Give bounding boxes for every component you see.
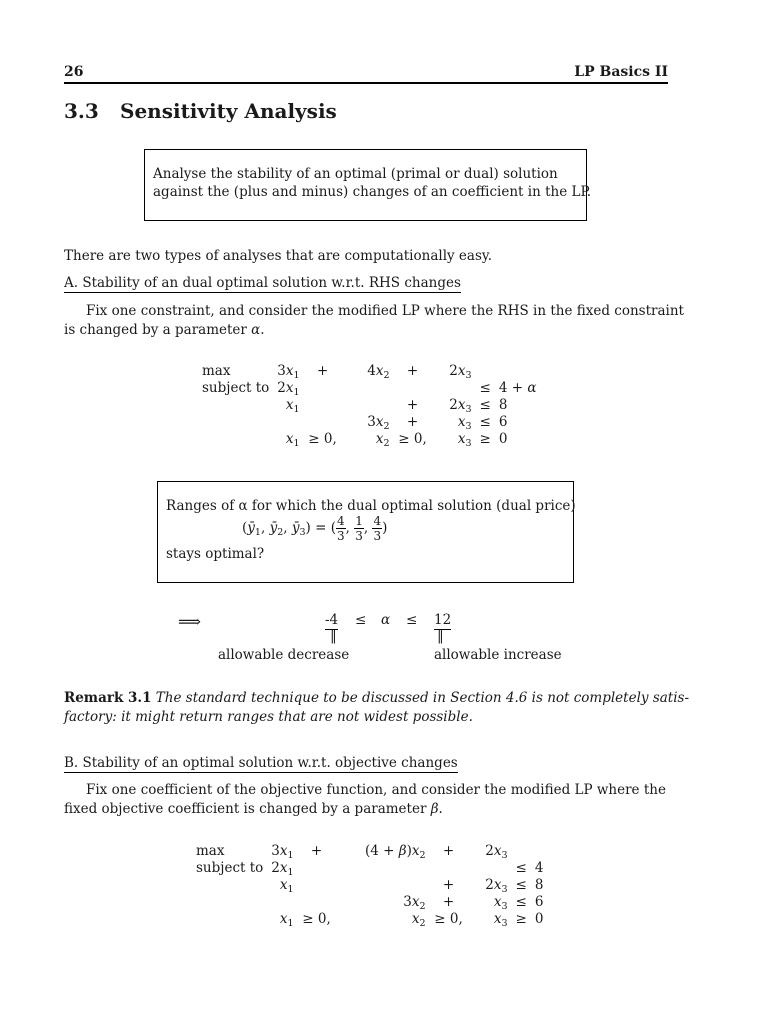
lp-b-rhs-3: 6 [534, 894, 544, 910]
range-upper-value: 12 [434, 612, 452, 628]
lp-a-constraint-1: subject to $2x_1$ ≤ 4 + α [198, 380, 540, 397]
dual-frac-den: 3 [373, 529, 382, 543]
range-le-2: ≤ [406, 612, 418, 628]
dual-price-box [157, 481, 574, 583]
beta-symbol: β [430, 801, 439, 817]
lp-a-rhs-3: 6 [498, 414, 508, 430]
dual-box-line-1: Ranges of α for which the dual optimal solution (dual price) [166, 498, 576, 514]
remark-line-2: factory: it might return ranges that are not widest possible. [64, 709, 473, 725]
dual-frac-den: 3 [355, 529, 363, 543]
header-rule [64, 82, 668, 84]
lp-b-nonneg-row: $x_1$ ≥ 0, $x_2$ ≥ 0, $x_3$ ≥ 0 [192, 911, 547, 928]
lp-model-a [198, 363, 540, 448]
range-upper-bar: ‖ [437, 628, 444, 644]
page-number: 26 [64, 64, 84, 80]
part-a-para-pre: is changed by a parameter [64, 322, 252, 338]
range-lower-bar: ‖ [330, 628, 337, 644]
lp-b-max-label: max [196, 843, 225, 859]
lp-a-constraint-3: $3x_2$ + $x_3$ ≤ 6 [198, 414, 540, 431]
dual-frac-den: 3 [336, 529, 345, 543]
lp-a-max-label: max [202, 363, 231, 379]
lp-a-nonneg-row: $x_1$ ≥ 0, $x_2$ ≥ 0, $x_3$ ≥ 0 [198, 431, 540, 448]
part-b-para-line-2 [64, 801, 443, 817]
alpha-symbol: α [251, 322, 261, 338]
part-a-para-line-1: Fix one constraint, and consider the modified LP where the RHS in the fixed constraint [86, 303, 684, 319]
part-b-para-line-1: Fix one coefficient of the objective function, and consider the modified LP where the [86, 782, 666, 798]
allowable-increase-label: allowable increase [434, 647, 562, 663]
remark-text-1: The standard technique to be discussed in Section 4.6 is not completely satis- [155, 690, 690, 706]
section-title: Sensitivity Analysis [120, 99, 337, 123]
lp-a-rhs-4: 0 [498, 431, 508, 447]
lp-a-subject-label: subject to [202, 380, 270, 396]
remark-label: Remark 3.1 [64, 690, 152, 706]
lp-a-constraint-2: $x_1$ + $2x_3$ ≤ 8 [198, 397, 540, 414]
running-title: LP Basics II [574, 64, 668, 80]
lp-b-rhs-2: 8 [534, 877, 544, 893]
lp-b-rhs-4: 0 [534, 911, 544, 927]
lp-a-rhs-1: 4 + α [498, 380, 537, 396]
range-le-1: ≤ [355, 612, 367, 628]
lp-b-constraint-1: subject to $2x_1$ ≤ 4 [192, 860, 547, 877]
lp-b-subject-label: subject to [196, 860, 264, 876]
part-a-heading: A. Stability of an dual optimal solution w.r.t. RHS changes [64, 275, 461, 291]
allowable-decrease-label: allowable decrease [218, 647, 350, 663]
lp-a-rhs-2: 8 [498, 397, 508, 413]
lp-b-constraint-3: $3x_2$ + $x_3$ ≤ 6 [192, 894, 547, 911]
dual-frac-3-num: 4 [373, 514, 382, 528]
lp-model-b [192, 843, 547, 928]
lp-b-objective-row: max $3x_1$ + $(4 + \beta)x_2$ + $2x_3$ [192, 843, 547, 860]
intro-box-line-1: Analyse the stability of an optimal (primal or dual) solution [153, 166, 558, 182]
dual-frac-2-num: 1 [355, 514, 363, 528]
lp-b-constraint-2: $x_1$ + $2x_3$ ≤ 8 [192, 877, 547, 894]
lp-b-rhs-1: 4 [534, 860, 544, 876]
part-a-para-post: . [260, 322, 265, 338]
part-a-para-line-2 [64, 322, 265, 338]
intro-box [144, 149, 592, 221]
dual-price-vector: ($ȳ_1$, $ȳ_2$, $ȳ_3$) = ( $\frac{4}{3}$ , $\frac{1}{3}$ , $\frac{4}{3}$ ) [242, 514, 388, 543]
intro-text: There are two types of analyses that are computationally easy. [64, 248, 493, 264]
lp-a-objective-row: max $3x_1$ + $4x_2$ + $2x_3$ [198, 363, 540, 380]
part-b-para-post: . [438, 801, 443, 817]
part-b-heading: B. Stability of an optimal solution w.r.t. objective changes [64, 755, 458, 771]
dual-box-line-3: stays optimal? [166, 546, 265, 562]
lp-b-obj2-coef: (4 + β) [365, 843, 412, 859]
range-alpha: α [381, 612, 391, 628]
remark-line-1 [64, 690, 689, 706]
part-b-para-pre: fixed objective coefficient is changed by a parameter [64, 801, 431, 817]
implies-arrow: ⟹ [178, 612, 201, 631]
section-number: 3.3 [64, 99, 99, 123]
dual-frac-1-num: 4 [336, 514, 345, 528]
range-lower-value: -4 [325, 612, 339, 628]
intro-box-line-2: against the (plus and minus) changes of an coefficient in the LP. [153, 184, 592, 200]
